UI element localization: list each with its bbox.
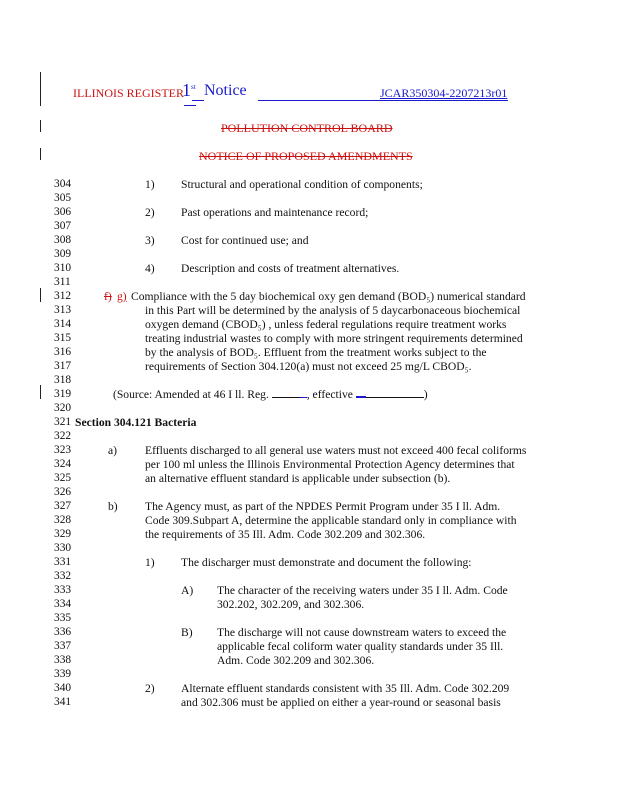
list-marker: 2) [145,682,155,695]
line-number: 332 [54,570,72,582]
list-marker: a) [108,444,118,457]
line-number: 319 [54,388,72,400]
line-number: 312 [54,290,72,302]
notice-title: NOTICE OF PROPOSED AMENDMENTS [199,149,413,163]
line-number: 315 [54,332,72,344]
line-number: 333 [54,584,72,596]
register-title: ILLINOIS REGISTER [73,86,184,100]
paragraph-line: an alternative effluent standard is applicable under subsection (b). [145,472,451,485]
line-number: 309 [54,248,72,260]
line-number: 331 [54,556,72,568]
line-number: 311 [54,276,71,288]
paragraph-line: Compliance with the 5 day biochemical oxy gen demand (BOD₅) numerical standard [131,290,526,303]
revision-bar [40,120,41,132]
list-marker: B) [181,626,193,639]
header-number: 1st [182,80,196,100]
list-marker: 3) [145,234,155,247]
line-number: 337 [54,640,72,652]
line-number: 336 [54,626,72,638]
line-number: 335 [54,612,72,624]
line-number: 326 [54,486,72,498]
document-id: JCAR350304-2207213r01 [380,86,508,100]
line-number: 324 [54,458,72,470]
paragraph-line: treating industrial wastes to comply with more stringent requirements determined [145,332,523,345]
paragraph-line: and 302.306 must be applied on either a year-round or seasonal basis [181,696,501,709]
revision-bar [40,385,41,399]
source-note: (Source: Amended at 46 I ll. Reg. , effective ) [113,388,428,401]
paragraph-line: oxygen demand (CBOD₅) , unless federal regulations require treatment works [145,318,507,331]
line-number: 328 [54,514,72,526]
list-marker: 2) [145,206,155,219]
line-number: 330 [54,542,72,554]
line-number: 317 [54,360,72,372]
line-number: 313 [54,304,72,316]
paragraph-line: Adm. Code 302.209 and 302.306. [217,654,375,667]
line-number: 321 [54,416,72,428]
paragraph-line: The character of the receiving waters under 35 I ll. Adm. Code [217,584,508,597]
line-number: 310 [54,262,72,274]
list-marker: 4) [145,262,155,275]
line-number: 325 [54,472,72,484]
line-number: 307 [54,220,72,232]
paragraph-line: The discharge will not cause downstream waters to exceed the [217,626,507,639]
paragraph-line: The discharger must demonstrate and document the following: [181,556,472,569]
line-number: 314 [54,318,72,330]
line-number: 304 [54,178,72,190]
line-number: 316 [54,346,72,358]
line-number: 323 [54,444,72,456]
paragraph-line: The Agency must, as part of the NPDES Permit Program under 35 I ll. Adm. [145,500,501,513]
inserted-marker: g) [117,290,127,303]
header-underline [192,100,204,101]
list-item: Description and costs of treatment alternatives. [181,262,400,275]
line-number: 322 [54,430,72,442]
line-number: 340 [54,682,72,694]
line-number: 318 [54,374,72,386]
paragraph-line: Code 309.Subpart A, determine the applicable standard only in compliance with [145,514,517,527]
line-number: 327 [54,500,72,512]
list-marker: 1) [145,556,155,569]
list-marker: 1) [145,178,155,191]
line-number: 306 [54,206,72,218]
line-number: 305 [54,192,72,204]
revision-bar [40,148,41,160]
revision-bar [40,288,41,302]
header-underline [184,105,196,106]
paragraph-line: requirements of Section 304.120(a) must not exceed 25 mg/L CBOD₅. [145,360,472,373]
section-heading: Section 304.121 Bacteria [75,416,197,429]
paragraph-line: in this Part will be determined by the analysis of 5 daycarbonaceous biochemical [145,304,521,317]
line-number: 341 [54,696,72,708]
list-marker: b) [108,500,118,513]
line-number: 320 [54,402,72,414]
paragraph-line: 302.202, 302.209, and 302.306. [217,598,365,611]
line-number: 329 [54,528,72,540]
deleted-marker: f) [104,290,112,303]
paragraph-line: per 100 ml unless the Illinois Environmental Protection Agency determines that [145,458,515,471]
paragraph-line: applicable fecal coliform water quality standards under 35 Ill. [217,640,504,653]
paragraph-line: by the analysis of BOD₅. Effluent from the treatment works subject to the [145,346,487,359]
revision-bar [40,72,41,106]
paragraph-line: Effluents discharged to all general use waters must not exceed 400 fecal coliforms [145,444,527,457]
list-item: Past operations and maintenance record; [181,206,369,219]
header-notice: Notice [204,82,247,99]
line-number: 334 [54,598,72,610]
list-marker: A) [181,584,194,597]
line-number: 339 [54,668,72,680]
list-item: Cost for continued use; and [181,234,309,247]
board-title: POLLUTION CONTROL BOARD [221,121,393,135]
line-number: 338 [54,654,72,666]
line-number: 308 [54,234,72,246]
paragraph-line: the requirements of 35 Ill. Adm. Code 302.209 and 302.306. [145,528,426,541]
paragraph-line: Alternate effluent standards consistent with 35 Ill. Adm. Code 302.209 [181,682,510,695]
list-item: Structural and operational condition of components; [181,178,423,191]
